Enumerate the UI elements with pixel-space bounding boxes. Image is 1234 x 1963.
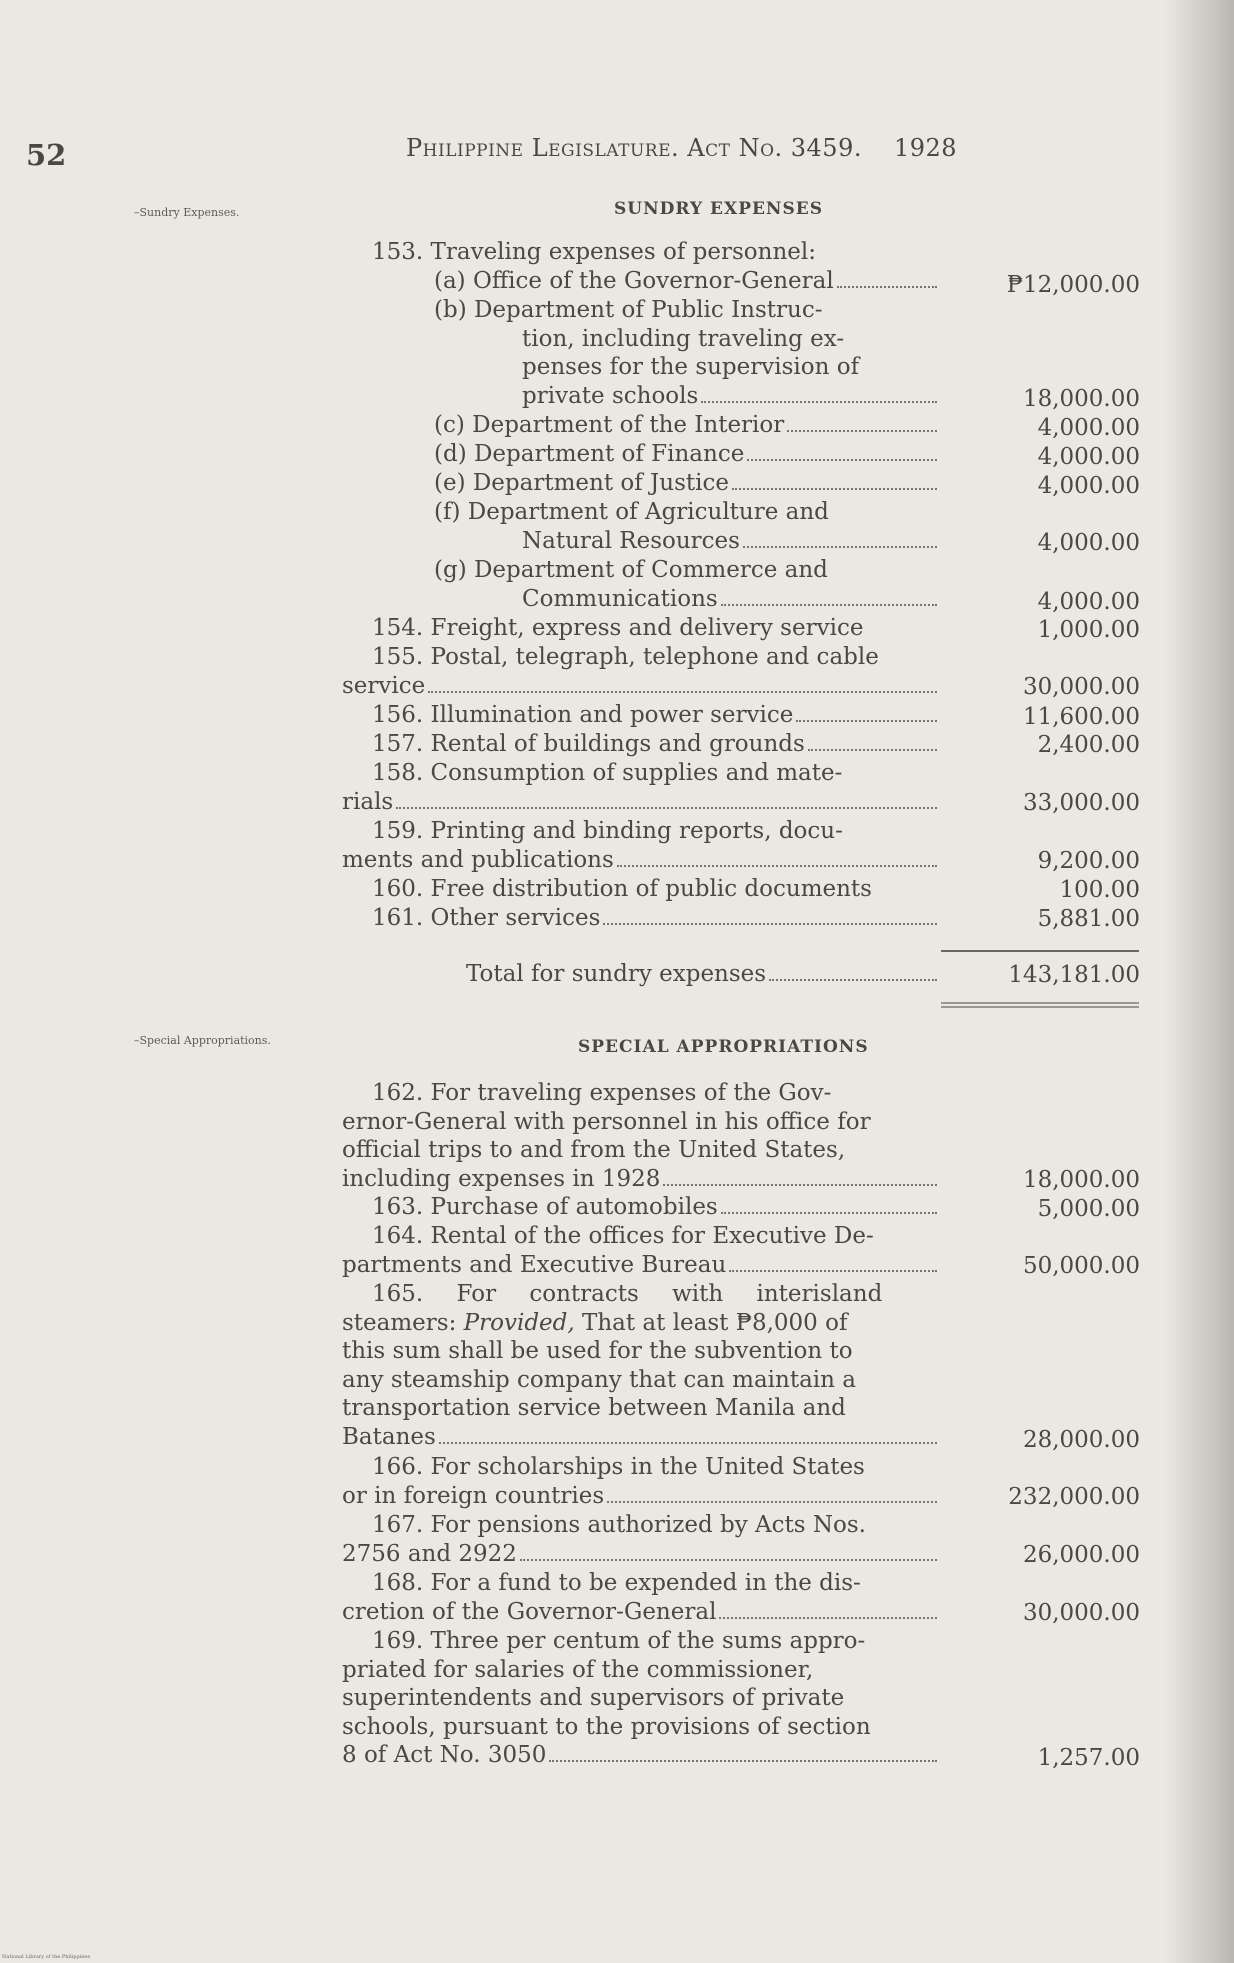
item-160: 160. Free distribution of public documents [372,876,872,902]
item-153a: (a) Office of the Governor-General [434,267,940,296]
section-title-sundry: SUNDRY EXPENSES [614,199,823,219]
item-166: 166. For scholarships in the United States or in foreign countries [342,1453,940,1510]
amount-159: 9,200.00 [1037,848,1140,874]
item-156: 156. Illumination and power service [372,701,940,730]
amount-153g: 4,000.00 [1037,589,1140,615]
item-153g: (g) Department of Commerce and Communications [434,556,940,613]
section-title-special: SPECIAL APPROPRIATIONS [578,1037,869,1057]
item-153c: (c) Department of the Interior [434,411,940,440]
item-153f: (f) Department of Agriculture and Natural Resources [434,498,940,555]
page-number: 52 [26,138,67,172]
item-153b: (b) Department of Public Instruc- tion, including traveling ex- penses for the supervision of private schools [434,296,940,410]
item-163: 163. Purchase of automobiles [372,1193,940,1222]
running-title: Philippine Legislature. Act No. 3459. [406,134,862,162]
item-153e: (e) Department of Justice [434,469,940,498]
running-header [406,134,957,162]
amount-160: 100.00 [1059,877,1140,903]
amount-162: 18,000.00 [1022,1167,1140,1193]
amount-153a: ₱12,000.00 [1006,272,1140,298]
item-153d: (d) Department of Finance [434,440,940,469]
amount-153e: 4,000.00 [1037,473,1140,499]
amount-161: 5,881.00 [1037,906,1140,932]
item-154: 154. Freight, express and delivery service [372,615,864,641]
item-167: 167. For pensions authorized by Acts Nos. 2756 and 2922 [342,1511,940,1568]
amount-153c: 4,000.00 [1037,415,1140,441]
page-edge-shadow [1164,0,1234,1963]
amount-165: 28,000.00 [1022,1427,1140,1453]
total-rule [941,950,1139,952]
amount-166: 232,000.00 [1008,1484,1140,1510]
item-165: 165. For contracts with interisland steamers: Provided, That at least ₱8,000 of this sum shall be used for the subvention to any steamship company that can maintain a transportation service between Manila and Batanes [342,1280,940,1451]
margin-note-special: –Special Appropriations. [134,1034,271,1047]
amount-169: 1,257.00 [1037,1745,1140,1771]
item-159: 159. Printing and binding reports, docu- ments and publications [342,817,940,874]
amount-168: 30,000.00 [1022,1600,1140,1626]
amount-163: 5,000.00 [1037,1196,1140,1222]
item-162: 162. For traveling expenses of the Gov- ernor-General with personnel in his office for official trips to and from the United States, including expenses in 1928 [342,1079,940,1193]
item-169: 169. Three per centum of the sums appro- priated for salaries of the commissioner, superintendents and supervisors of private schools, pursuant to the provisions of section 8 of Act No. 3050 [342,1627,940,1770]
item-155: 155. Postal, telegraph, telephone and cable service [342,643,940,700]
item-158: 158. Consumption of supplies and mate- rials [342,759,940,816]
footer-credit: National Library of the Philippines [2,1954,91,1960]
amount-164: 50,000.00 [1022,1253,1140,1279]
amount-153b: 18,000.00 [1022,386,1140,412]
amount-153d: 4,000.00 [1037,444,1140,470]
amount-167: 26,000.00 [1022,1542,1140,1568]
item-168: 168. For a fund to be expended in the dis- cretion of the Governor-General [342,1569,940,1626]
item-157: 157. Rental of buildings and grounds [372,730,940,759]
margin-note-sundry: –Sundry Expenses. [134,206,240,219]
amount-156: 11,600.00 [1022,704,1140,730]
total-double-rule [941,1002,1139,1008]
amount-155: 30,000.00 [1022,674,1140,700]
amount-153f: 4,000.00 [1037,530,1140,556]
header-year: 1928 [893,134,958,162]
amount-158: 33,000.00 [1022,790,1140,816]
item-161: 161. Other services [372,904,940,933]
item-164: 164. Rental of the offices for Executive De- partments and Executive Bureau [342,1222,940,1279]
amount-157: 2,400.00 [1037,732,1140,758]
total-sundry: Total for sundry expenses [466,960,940,989]
amount-154: 1,000.00 [1037,617,1140,643]
item-153-label: 153. Traveling expenses of personnel: [372,239,816,265]
amount-total-sundry: 143,181.00 [1008,962,1140,988]
